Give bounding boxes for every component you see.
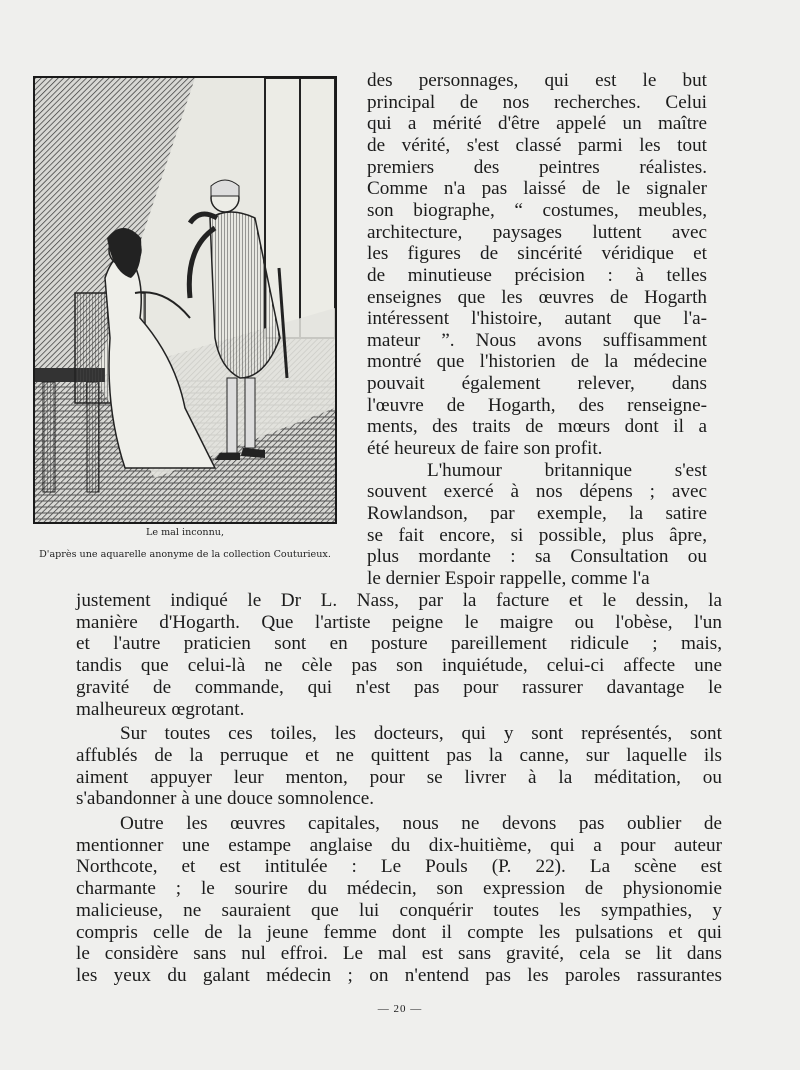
text-line: les yeux du galant médecin ; on n'entend pas les paroles rassurantes — [76, 964, 722, 986]
text-line: se fait encore, si possible, plus âpre, — [367, 524, 707, 546]
text-line: architecture, paysages luttent avec — [367, 221, 707, 243]
text-line: tandis que celui-là ne cèle pas son inquiétude, celui-ci affecte une — [76, 655, 722, 677]
text-line: mateur ”. Nous avons suffisamment — [367, 329, 707, 351]
text-line: premiers des peintres réalistes. — [367, 156, 707, 178]
text-line: montré que l'historien de la médecine — [367, 351, 707, 373]
text-line: et l'autre praticien sont en posture pareillement ridicule ; mais, — [76, 633, 722, 655]
text-line: souvent exercé à nos dépens ; avec — [367, 481, 707, 503]
text-line: malicieuse, ne sauraient que lui conquérir toutes les sympathies, y — [76, 899, 722, 921]
text-line: Northcote, et est intitulée : Le Pouls (P. 22). La scène est — [76, 856, 722, 878]
text-line: son biographe, “ costumes, meubles, — [367, 199, 707, 221]
text-line: charmante ; le sourire du médecin, son expression de physionomie — [76, 878, 722, 900]
text-line: enseignes que les œuvres de Hogarth — [367, 286, 707, 308]
text-line: malheureux œgrotant. — [76, 698, 245, 720]
text-line: les figures de sincérité véridique et — [367, 243, 707, 265]
text-line: de vérité, s'est classé parmi les tout — [367, 134, 707, 156]
illustration-le-mal-inconnu — [33, 76, 337, 524]
text-line: Sur toutes ces toiles, les docteurs, qui y sont représentés, sont — [120, 723, 722, 745]
figure-caption-title: Le mal inconnu, — [145, 527, 224, 538]
text-line: des personnages, qui est le but — [367, 70, 707, 91]
text-line: L'humour britannique s'est — [427, 459, 707, 481]
text-line: de minutieuse précision : à telles — [367, 264, 707, 286]
text-line: gravité de commande, qui n'est pas pour rassurer davantage le — [76, 676, 722, 698]
text-line: ments, des traits de mœurs dont il a — [367, 416, 707, 438]
text-line: l'œuvre de Hogarth, des renseigne- — [367, 394, 707, 416]
engraving-image — [35, 78, 335, 522]
page-number: — 20 — — [377, 1003, 423, 1015]
text-line: le dernier Espoir rappelle, comme l'a — [367, 567, 650, 589]
figure-caption-source: D'après une aquarelle anonyme de la collection Couturieux. — [39, 549, 331, 560]
text-line: compris celle de la jeune femme dont il compte les pulsations et qui — [76, 921, 722, 943]
text-line: principal de nos recherches. Celui — [367, 91, 707, 113]
text-line: plus mordante : sa Consultation ou — [367, 546, 707, 568]
text-line: qui a mérité d'être appelé un maître — [367, 113, 707, 135]
text-line: affublés de la perruque et ne quittent pas la canne, sur laquelle ils — [76, 744, 722, 766]
text-line: s'abandonner à une douce somnolence. — [76, 788, 375, 810]
text-line: intéressent l'histoire, autant que l'a- — [367, 308, 707, 330]
text-line: aiment appuyer leur menton, pour se livrer à la méditation, ou — [76, 766, 722, 788]
text-line: Rowlandson, par exemple, la satire — [367, 503, 707, 524]
text-line: manière d'Hogarth. Que l'artiste peigne le maigre ou l'obèse, l'un — [76, 611, 722, 633]
text-line: le considère sans nul effroi. Le mal est sans gravité, cela se lit dans — [76, 943, 722, 965]
text-line: pouvait également relever, dans — [367, 373, 707, 395]
text-line: justement indiqué le Dr L. Nass, par la facture et le dessin, la — [76, 590, 722, 611]
text-line: mentionner une estampe anglaise du dix-huitième, qui a pour auteur — [76, 834, 722, 856]
text-line: Outre les œuvres capitales, nous ne devons pas oublier de — [120, 813, 722, 834]
text-line: été heureux de faire son profit. — [367, 438, 603, 460]
text-line: Comme n'a pas laissé de le signaler — [367, 178, 707, 200]
